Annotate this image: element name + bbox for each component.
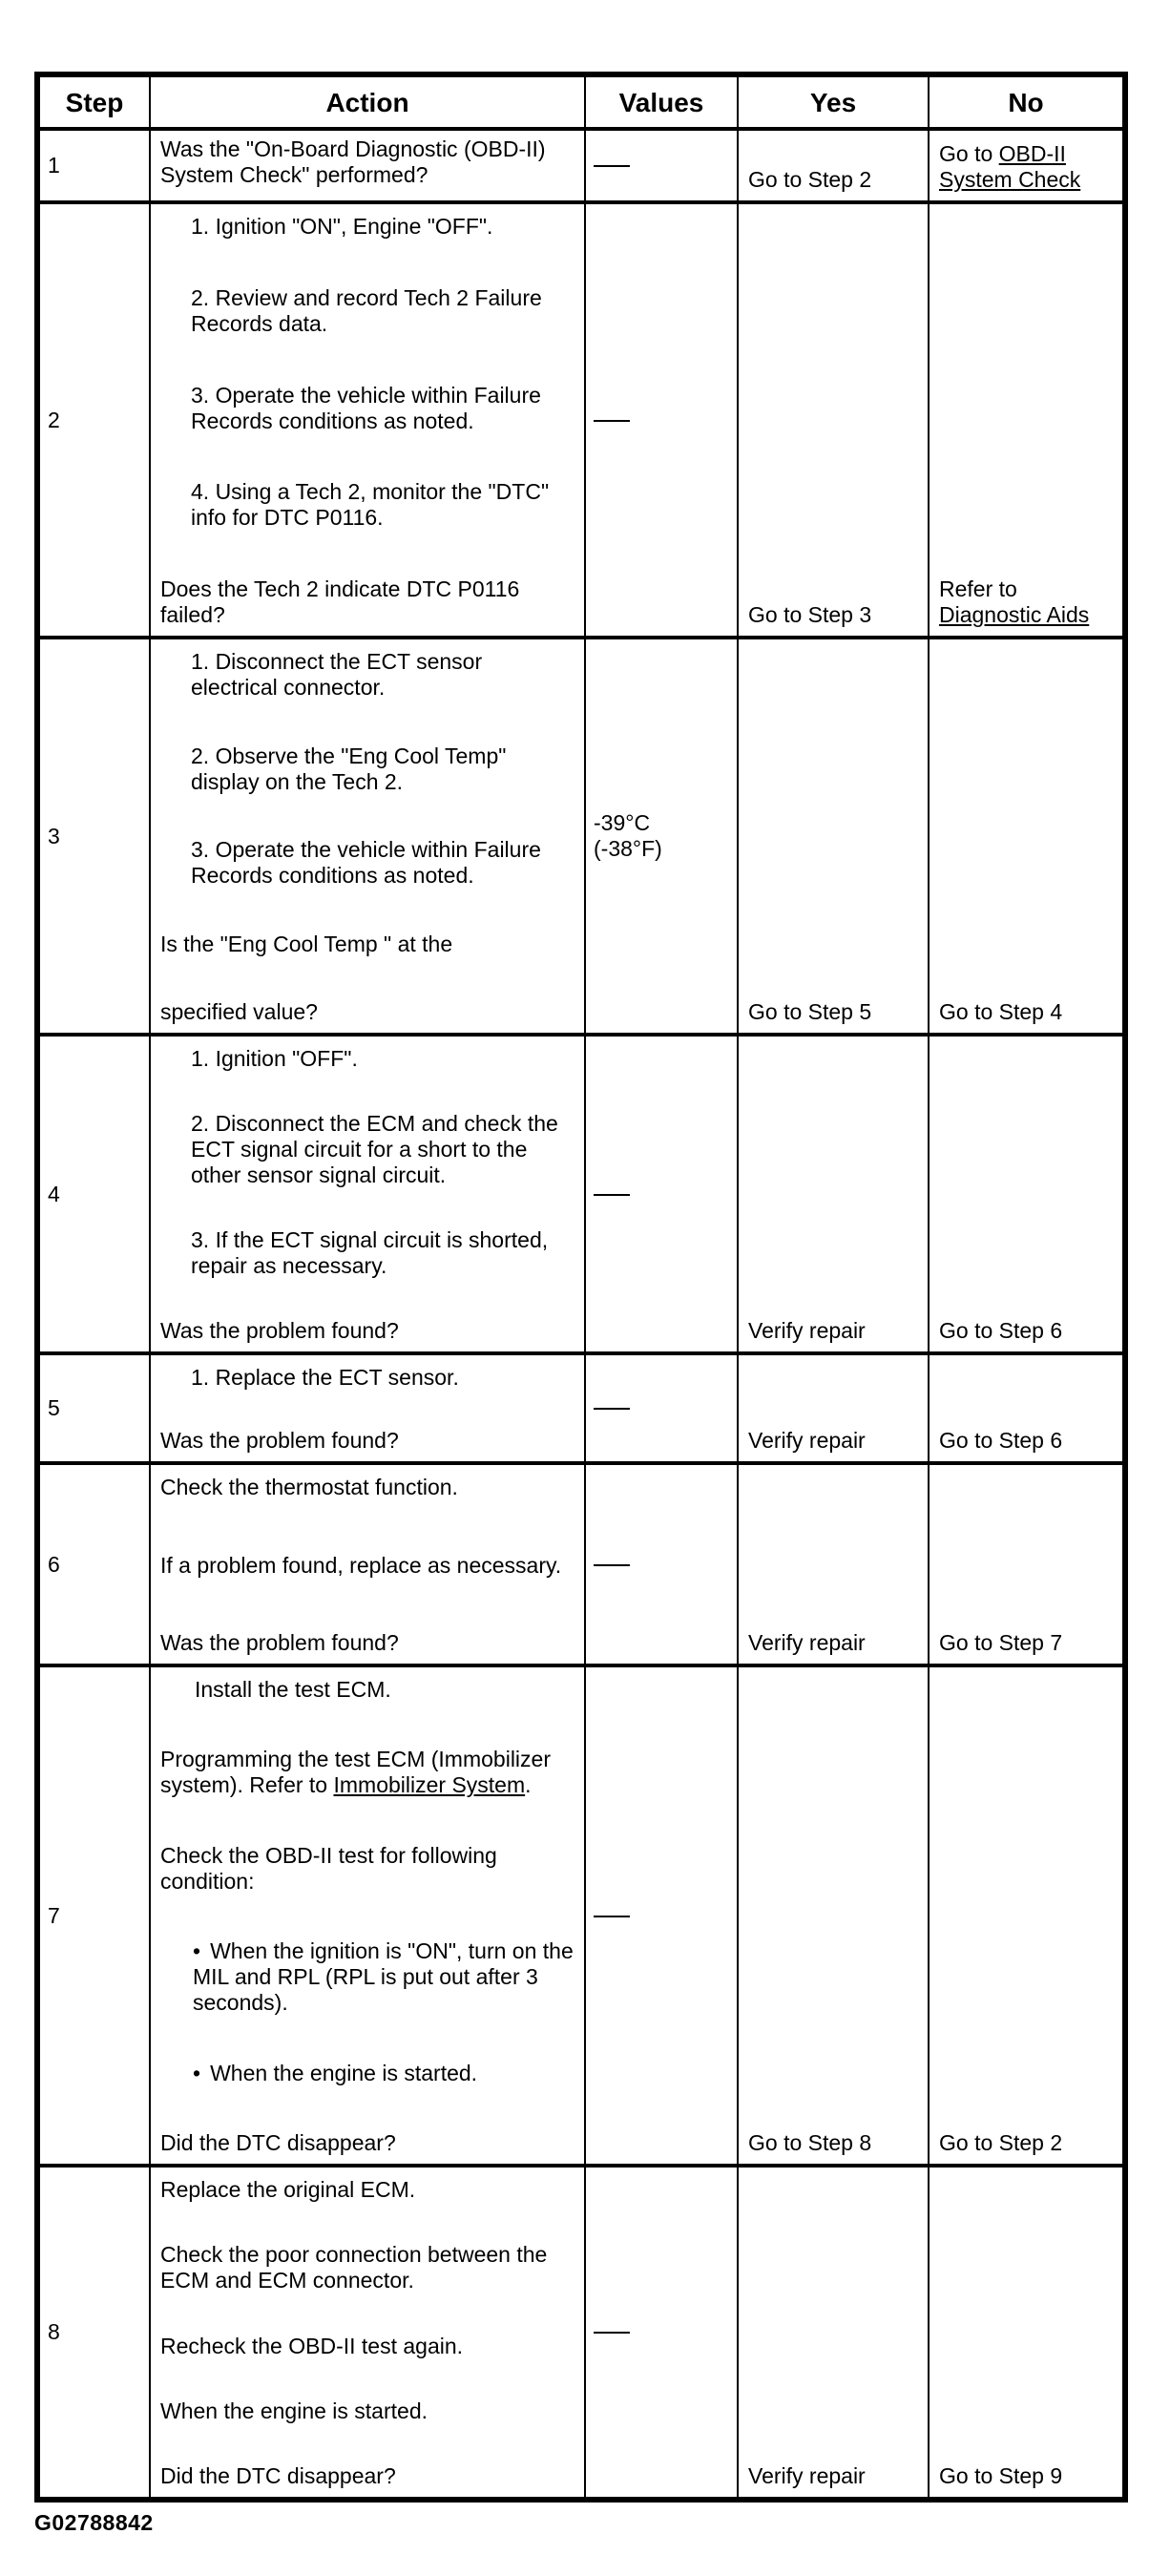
value-cell: [585, 1035, 738, 1353]
bullet-item: [160, 2061, 575, 2086]
value-cell: [585, 638, 738, 1035]
empty-value-dash: [594, 1408, 630, 1410]
action-cell: [150, 638, 585, 1035]
action-text: 3. If the ECT signal circuit is shorted, repair as necessary.: [191, 1227, 549, 1278]
action-text: 2. Disconnect the ECM and check the ECT signal circuit for a short to the other sensor signal circuit.: [191, 1111, 558, 1187]
no-prefix: Go to: [939, 141, 999, 166]
action-text: Check the thermostat function.: [160, 1475, 458, 1499]
no-cell: [929, 1035, 1125, 1353]
yes-cell: [738, 202, 929, 638]
header-yes: Yes: [738, 74, 929, 129]
no-cell: [929, 2166, 1125, 2500]
obd-ii-system-check-link[interactable]: OBD-II System Check: [939, 141, 1081, 192]
action-text: 3. Operate the vehicle within Failure Records conditions as noted.: [191, 382, 541, 433]
value-cell: [585, 202, 738, 638]
action-question: Was the problem found?: [160, 1630, 399, 1655]
action-text: Replace the original ECM.: [160, 2177, 416, 2202]
action-question: Is the "Eng Cool Temp " at the: [160, 931, 453, 956]
action-cell: [150, 1665, 585, 2166]
yes-cell: [738, 129, 929, 202]
no-prefix: Refer to: [939, 576, 1017, 601]
value-cell: [585, 129, 738, 202]
table-row: [37, 202, 1125, 638]
spec-value-celsius: -39°C: [594, 810, 651, 835]
spec-value-fahrenheit: (-38°F): [594, 836, 662, 861]
action-question: Was the problem found?: [160, 1318, 399, 1343]
action-question: Did the DTC disappear?: [160, 2129, 396, 2155]
action-cell: [150, 1353, 585, 1463]
table-row: [37, 2166, 1125, 2500]
no-cell: [929, 129, 1125, 202]
empty-value-dash: [594, 1564, 630, 1566]
yes-goto: Go to Step 5: [748, 999, 872, 1024]
no-cell: [929, 1353, 1125, 1463]
header-step: Step: [37, 74, 150, 129]
empty-value-dash: [594, 420, 630, 422]
bullet-text: When the engine is started.: [210, 2060, 478, 2085]
empty-value-dash: [594, 1194, 630, 1196]
action-text: Check the OBD-II test for following condition:: [160, 1842, 497, 1894]
diagnostic-table: [34, 72, 1128, 2503]
no-goto: Go to Step 6: [939, 1318, 1063, 1343]
action-text: 1. Ignition "OFF".: [191, 1046, 358, 1071]
action-question: Was the problem found?: [160, 1428, 399, 1453]
yes-goto: Go to Step 3: [748, 602, 872, 627]
yes-goto: Go to Step 2: [748, 167, 872, 192]
yes-cell: [738, 1463, 929, 1665]
table-row: [37, 1665, 1125, 2166]
yes-cell: [738, 2166, 929, 2500]
action-text: Was the "On-Board Diagnostic (OBD-II) System Check" performed?: [160, 136, 546, 187]
table-row: [37, 1463, 1125, 1665]
action-cell: [150, 2166, 585, 2500]
action-question: Did the DTC disappear?: [160, 2463, 396, 2488]
step-number: 2: [37, 202, 150, 638]
action-text: 1. Replace the ECT sensor.: [191, 1365, 459, 1390]
table-row: [37, 638, 1125, 1035]
value-cell: [585, 1353, 738, 1463]
no-goto: Go to Step 7: [939, 1630, 1063, 1655]
value-cell: [585, 1463, 738, 1665]
action-text: 2. Review and record Tech 2 Failure Records data.: [191, 284, 542, 336]
step-number: 6: [37, 1463, 150, 1665]
no-cell: [929, 1665, 1125, 2166]
header-values: Values: [585, 74, 738, 129]
action-cell: [150, 1463, 585, 1665]
immobilizer-system-link[interactable]: Immobilizer System: [333, 1772, 526, 1798]
yes-goto: Go to Step 8: [748, 2130, 872, 2155]
bullet-dot-icon: •: [193, 2060, 201, 2085]
action-question: Does the Tech 2 indicate DTC P0116 failed?: [160, 576, 520, 627]
yes-goto: Verify repair: [748, 1630, 866, 1655]
step-number: 8: [37, 2166, 150, 2500]
yes-goto: Verify repair: [748, 2463, 866, 2488]
step-number: 7: [37, 1665, 150, 2166]
action-text: 1. Disconnect the ECT sensor electrical connector.: [191, 649, 483, 700]
step-number: 4: [37, 1035, 150, 1353]
value-cell: [585, 1665, 738, 2166]
action-question: specified value?: [160, 999, 318, 1024]
yes-cell: [738, 1353, 929, 1463]
table-row: [37, 1035, 1125, 1353]
step-number: 5: [37, 1353, 150, 1463]
action-text: 1. Ignition "ON", Engine "OFF".: [191, 214, 493, 239]
yes-cell: [738, 1035, 929, 1353]
action-text: Recheck the OBD-II test again.: [160, 2333, 464, 2358]
action-text: Install the test ECM.: [195, 1677, 391, 1702]
yes-cell: [738, 638, 929, 1035]
action-text: [160, 1747, 575, 1798]
bullet-dot-icon: •: [193, 1938, 201, 1964]
no-goto: Go to Step 9: [939, 2463, 1063, 2488]
bullet-item: [160, 1938, 575, 2016]
no-goto: Go to Step 4: [939, 999, 1063, 1024]
no-cell: [929, 202, 1125, 638]
action-cell: [150, 1035, 585, 1353]
table-row: [37, 129, 1125, 202]
action-cell: [150, 129, 585, 202]
action-text: 3. Operate the vehicle within Failure Records conditions as noted.: [191, 837, 541, 888]
action-text: Check the poor connection between the ECM and ECM connector.: [160, 2242, 548, 2293]
no-goto: Go to Step 6: [939, 1428, 1063, 1453]
yes-cell: [738, 1665, 929, 2166]
no-goto: Go to Step 2: [939, 2130, 1063, 2155]
action-text: 4. Using a Tech 2, monitor the "DTC" info for DTC P0116.: [191, 479, 550, 531]
bullet-text: When the ignition is "ON", turn on the MIL and RPL (RPL is put out after 3 seconds).: [193, 1938, 574, 2016]
yes-goto: Verify repair: [748, 1428, 866, 1453]
empty-value-dash: [594, 1916, 630, 1917]
step-number: 1: [37, 129, 150, 202]
empty-value-dash: [594, 165, 630, 167]
action-text: 2. Observe the "Eng Cool Temp" display on the Tech 2.: [191, 743, 507, 794]
empty-value-dash: [594, 2332, 630, 2334]
figure-id: G02788842: [34, 2510, 154, 2535]
action-text-prefix: Programming the test ECM (Immobilizer system). Refer to: [160, 1747, 551, 1798]
header-no: No: [929, 74, 1125, 129]
action-cell: [150, 202, 585, 638]
yes-goto: Verify repair: [748, 1318, 866, 1343]
diagnostic-aids-link[interactable]: Diagnostic Aids: [939, 602, 1090, 627]
action-text: When the engine is started.: [160, 2398, 428, 2423]
step-number: 3: [37, 638, 150, 1035]
action-text: If a problem found, replace as necessary.: [160, 1552, 562, 1578]
header-action: Action: [150, 74, 585, 129]
header-row: [37, 74, 1125, 129]
no-cell: [929, 638, 1125, 1035]
table-row: [37, 1353, 1125, 1463]
value-cell: [585, 2166, 738, 2500]
no-cell: [929, 1463, 1125, 1665]
action-text-suffix: .: [525, 1772, 532, 1798]
